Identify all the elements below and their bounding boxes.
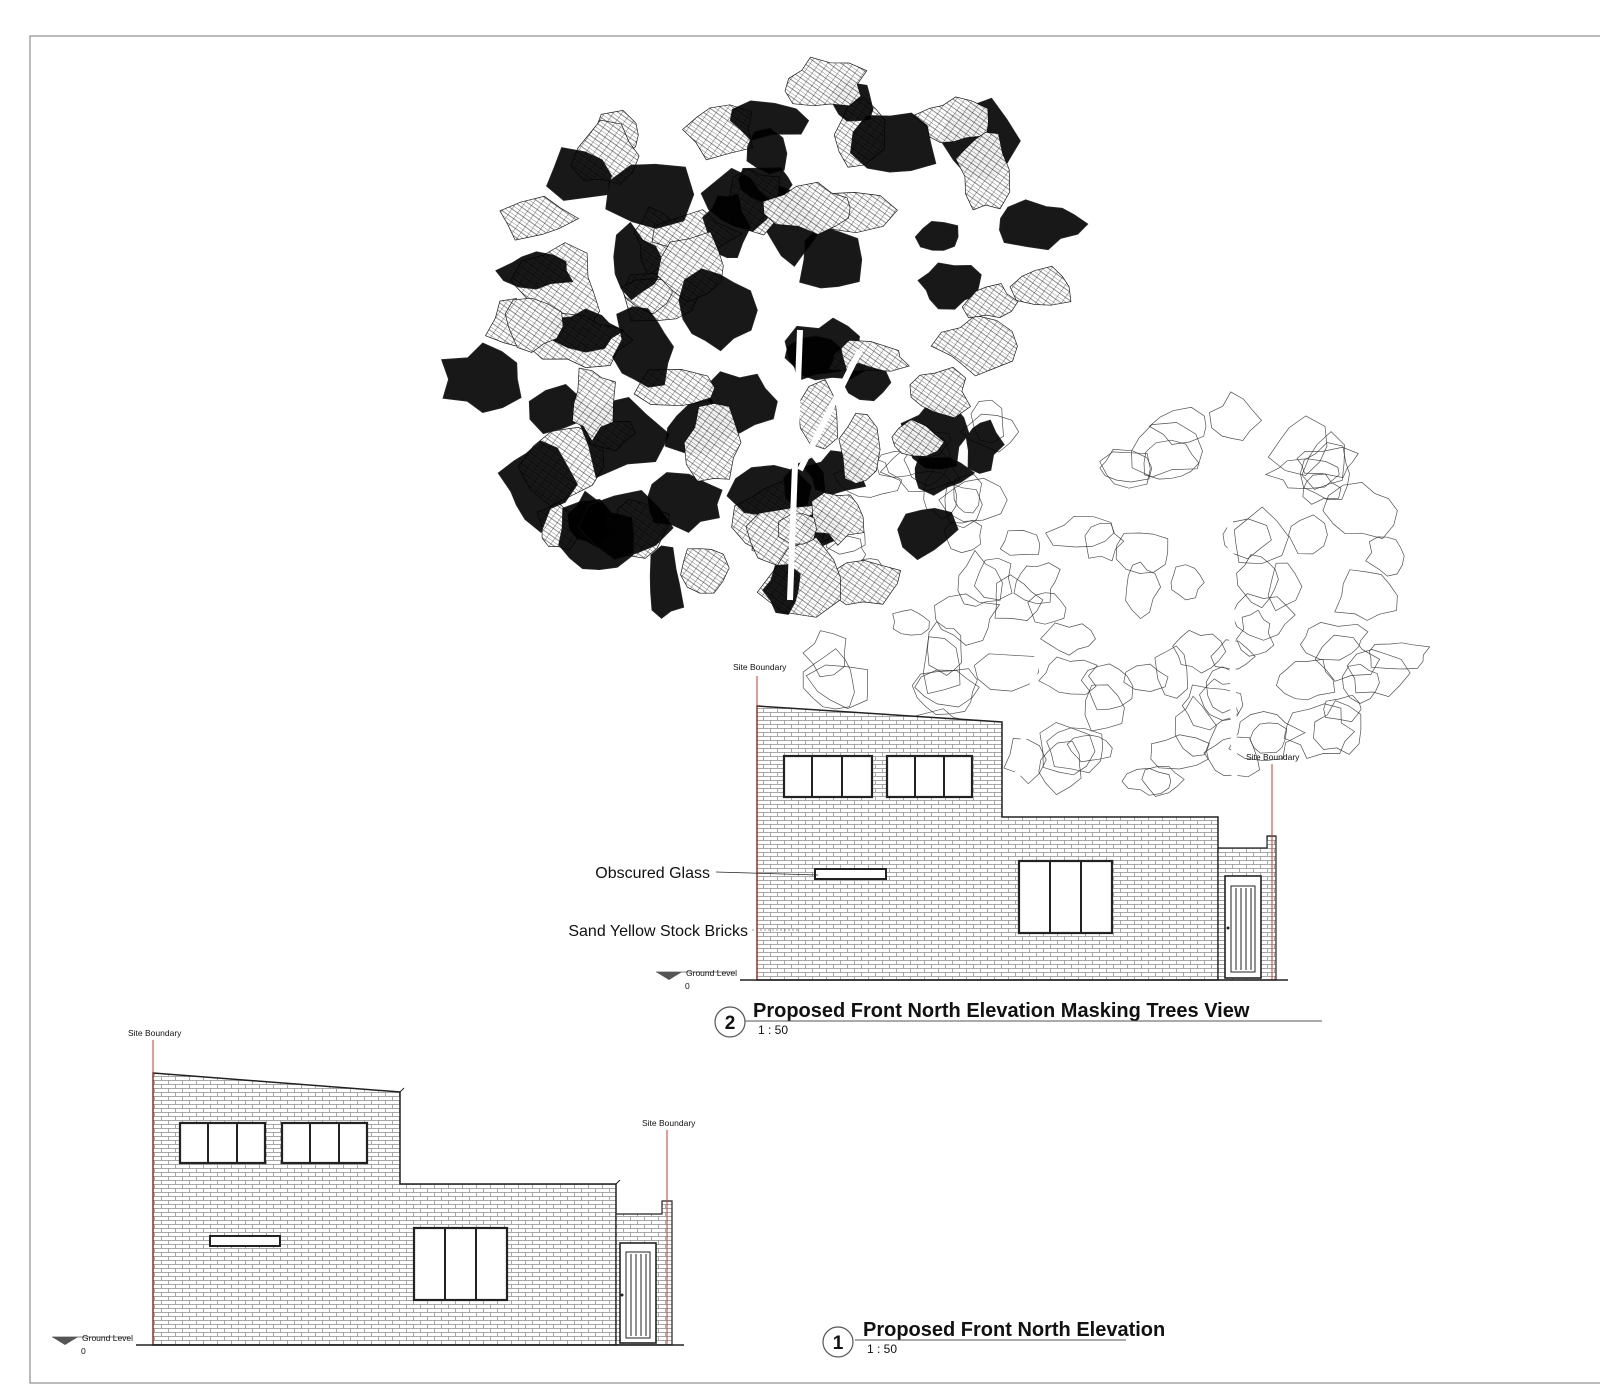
tree-icon	[1335, 570, 1398, 621]
tree-icon	[974, 654, 1038, 691]
tree-icon	[1210, 392, 1262, 441]
tree-icon	[1250, 723, 1287, 753]
tree-icon	[806, 665, 868, 709]
tree-icon	[1342, 664, 1379, 703]
tree-icon	[1347, 650, 1410, 697]
tree-icon	[1067, 735, 1112, 762]
view1-scale: 1 : 50	[867, 1342, 898, 1356]
window-icon	[1019, 861, 1112, 933]
tree-icon	[1268, 416, 1327, 476]
tree-icon	[1144, 440, 1199, 479]
tree-icon	[1122, 768, 1171, 795]
tree-icon	[1081, 664, 1133, 710]
tree-icon	[1010, 266, 1071, 305]
tree-icon	[1366, 537, 1405, 576]
window-icon	[414, 1228, 507, 1300]
bricks-note: Sand Yellow Stock Bricks	[568, 923, 748, 940]
view1-obscured-glass-window	[210, 1236, 280, 1246]
tree-icon	[500, 196, 579, 240]
tree-icon	[1028, 593, 1066, 625]
tree-icon	[1232, 594, 1295, 641]
door-icon	[620, 1243, 656, 1343]
tree-trunk	[1010, 640, 1040, 820]
view1-title: Proposed Front North Elevation	[863, 1319, 1166, 1341]
tree-icon	[915, 221, 958, 250]
tree-icon	[1324, 695, 1361, 722]
tree-icon	[915, 457, 974, 495]
tree-icon	[1314, 701, 1361, 755]
view1-site-boundary-left: Site Boundary	[128, 1028, 182, 1038]
tree-icon	[1300, 622, 1368, 660]
view2-title: Proposed Front North Elevation Masking Trees View	[753, 1000, 1250, 1022]
view2-site-boundary-right: Site Boundary	[1246, 752, 1300, 762]
tree-icon	[999, 200, 1088, 250]
tree-trunk	[1230, 520, 1235, 800]
tree-icon	[1323, 482, 1398, 538]
tree-icon	[1315, 635, 1379, 681]
view2-site-boundary-left: Site Boundary	[733, 662, 787, 672]
tree-icon	[803, 631, 846, 677]
tree-icon	[681, 549, 730, 594]
tree-icon	[1040, 723, 1095, 775]
door-icon	[1225, 876, 1261, 978]
tree-icon	[898, 508, 959, 559]
view1-building	[136, 1040, 684, 1345]
tree-icon	[1369, 643, 1429, 669]
tree-icon	[1000, 531, 1039, 556]
tree-icon	[1237, 610, 1274, 656]
tree-icon	[912, 669, 977, 715]
tree-icon	[974, 558, 1012, 600]
tree-icon	[1085, 523, 1124, 561]
view1-number: 1	[832, 1333, 844, 1354]
view1-ground-level-label: Ground Level	[82, 1333, 134, 1343]
tree-icon	[1276, 659, 1334, 699]
tree-icon	[910, 367, 971, 418]
tree-icon	[1234, 507, 1288, 564]
view2-ground-level-value: 0	[685, 981, 690, 991]
tree-icon	[1100, 452, 1151, 488]
tree-icon	[893, 610, 930, 636]
view2-upper-block	[757, 706, 1218, 980]
view1-upper-block	[153, 1073, 616, 1345]
tree-icon	[1132, 423, 1203, 478]
tree-icon	[1039, 657, 1098, 694]
tree-icon	[679, 269, 758, 351]
tree-icon	[1041, 623, 1096, 655]
tree-icon	[1268, 563, 1302, 611]
tree-icon	[778, 514, 816, 544]
view1-ground-level-value: 0	[81, 1346, 86, 1356]
view2-ground-level-label: Ground Level	[686, 968, 738, 978]
tree-icon	[1046, 516, 1114, 547]
tree-icon	[1171, 565, 1204, 600]
tree-icon	[1302, 432, 1345, 490]
view2-number: 2	[724, 1013, 736, 1034]
tree-icon	[785, 57, 867, 106]
tree-icon	[647, 473, 722, 533]
view2-building	[740, 676, 1288, 980]
view2-scale: 1 : 50	[758, 1023, 789, 1037]
tree-icon	[1014, 563, 1060, 604]
tree-icon	[931, 315, 1017, 376]
tree-icon	[1284, 704, 1354, 759]
tree-icon	[1085, 685, 1124, 731]
tree-icon	[1289, 515, 1328, 554]
tree-icon	[850, 113, 936, 172]
view2-trees	[442, 57, 1430, 820]
view1-site-boundary-right: Site Boundary	[642, 1118, 696, 1128]
tree-icon	[803, 649, 854, 709]
tree-icon	[1151, 735, 1210, 769]
tree-icon	[966, 420, 1004, 473]
tree-icon	[606, 164, 694, 228]
tree-icon	[1116, 533, 1168, 574]
tree-icon	[442, 343, 522, 413]
obscured-glass-note: Obscured Glass	[595, 865, 710, 882]
tree-icon	[650, 546, 684, 619]
obscured-glass-window	[815, 869, 886, 879]
tree-icon	[839, 414, 880, 484]
tree-icon	[747, 128, 787, 174]
